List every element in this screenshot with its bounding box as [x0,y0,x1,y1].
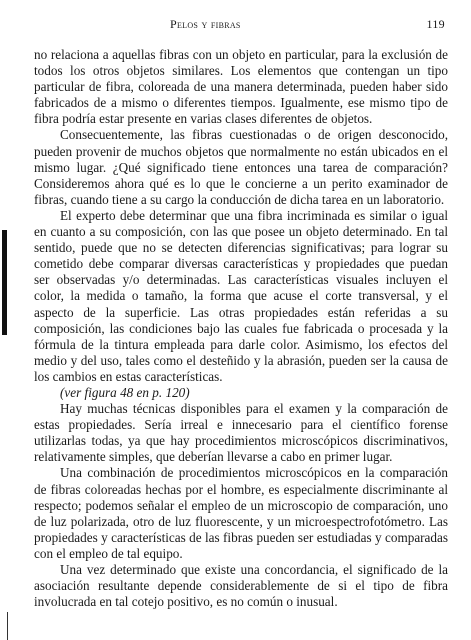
paragraph: Una combinación de procedimientos microscópicos en la comparación de fibras coloreadas hechas por el hombre, es especialmente discriminante al respecto; podemos señalar el empleo de un microscopio de comparación, uno de luz polarizada, otro de luz fluorescente, y un microespectrofotómetro. Las propiedades y características de las fibras pueden ser estudiadas y comparadas con el empleo de tal equipo. [34,465,448,561]
body-text [34,47,448,610]
paragraph: Consecuentemente, las fibras cuestionadas o de origen desconocido, pueden provenir de muchos objetos que normalmente no están ubicados en el mismo lugar. ¿Qué significado tiene entonces una tarea de comparación? Consideremos ahora qué es lo que le concierne a un perito examinador de fibras, cuando tiene a su cargo la conducción de dicha tarea en un laboratorio. [34,127,448,207]
paragraph: Hay muchas técnicas disponibles para el examen y la comparación de estas propiedades. Sería irreal e innecesario para el científico forense utilizarlas todas, ya que hay procedimientos microscópicos discriminativos, relativamente simples, que deberían llevarse a cabo en primer lugar. [34,401,448,465]
page-number: 119 [426,17,445,31]
figure-reference: (ver figura 48 en p. 120) [60,384,190,400]
running-title: Pelos y fibras [170,17,241,31]
scan-edge-mark [7,612,8,640]
running-header [37,17,458,35]
paragraph: Una vez determinado que existe una concordancia, el significado de la asociación resultante depende considerablemente de si el tipo de fibra involucrada en tal cotejo positivo, es no común o inusual. [34,562,448,610]
paragraph: El experto debe determinar que una fibra incriminada es similar o igual en cuanto a su composición, con las que posee un objeto determinado. En tal sentido, puede que no se detecten diferencias significativas; para lograr su cometido debe comparar diversas características y propiedades que puedan ser observadas y/o determinadas. Las características visuales incluyen el color, la medida o tamaño, la forma que acuse el corte transversal, y el aspecto de la superficie. Las otras propiedades están referidas a su composición, las condiciones bajo las cuales fue fabricada o procesada y la fórmula de la tintura empleada para darle color. Asimismo, los efectos del medio y del uso, tales como el desteñido y la abrasión, pueden ser la causa de los cambios en estas características. [34,207,448,384]
paragraph: no relaciona a aquellas fibras con un objeto en particular, para la exclusión de todos los otros objetos similares. Los elementos que contengan un tipo particular de fibra, coloreada de una manera determinada, pueden haber sido fabricados de a mismo o diferentes tiempos. Igualmente, ese mismo tipo de fibra podría estar presente en varias clases diferentes de objetos. [34,47,448,127]
scan-margin-mark [2,230,7,335]
